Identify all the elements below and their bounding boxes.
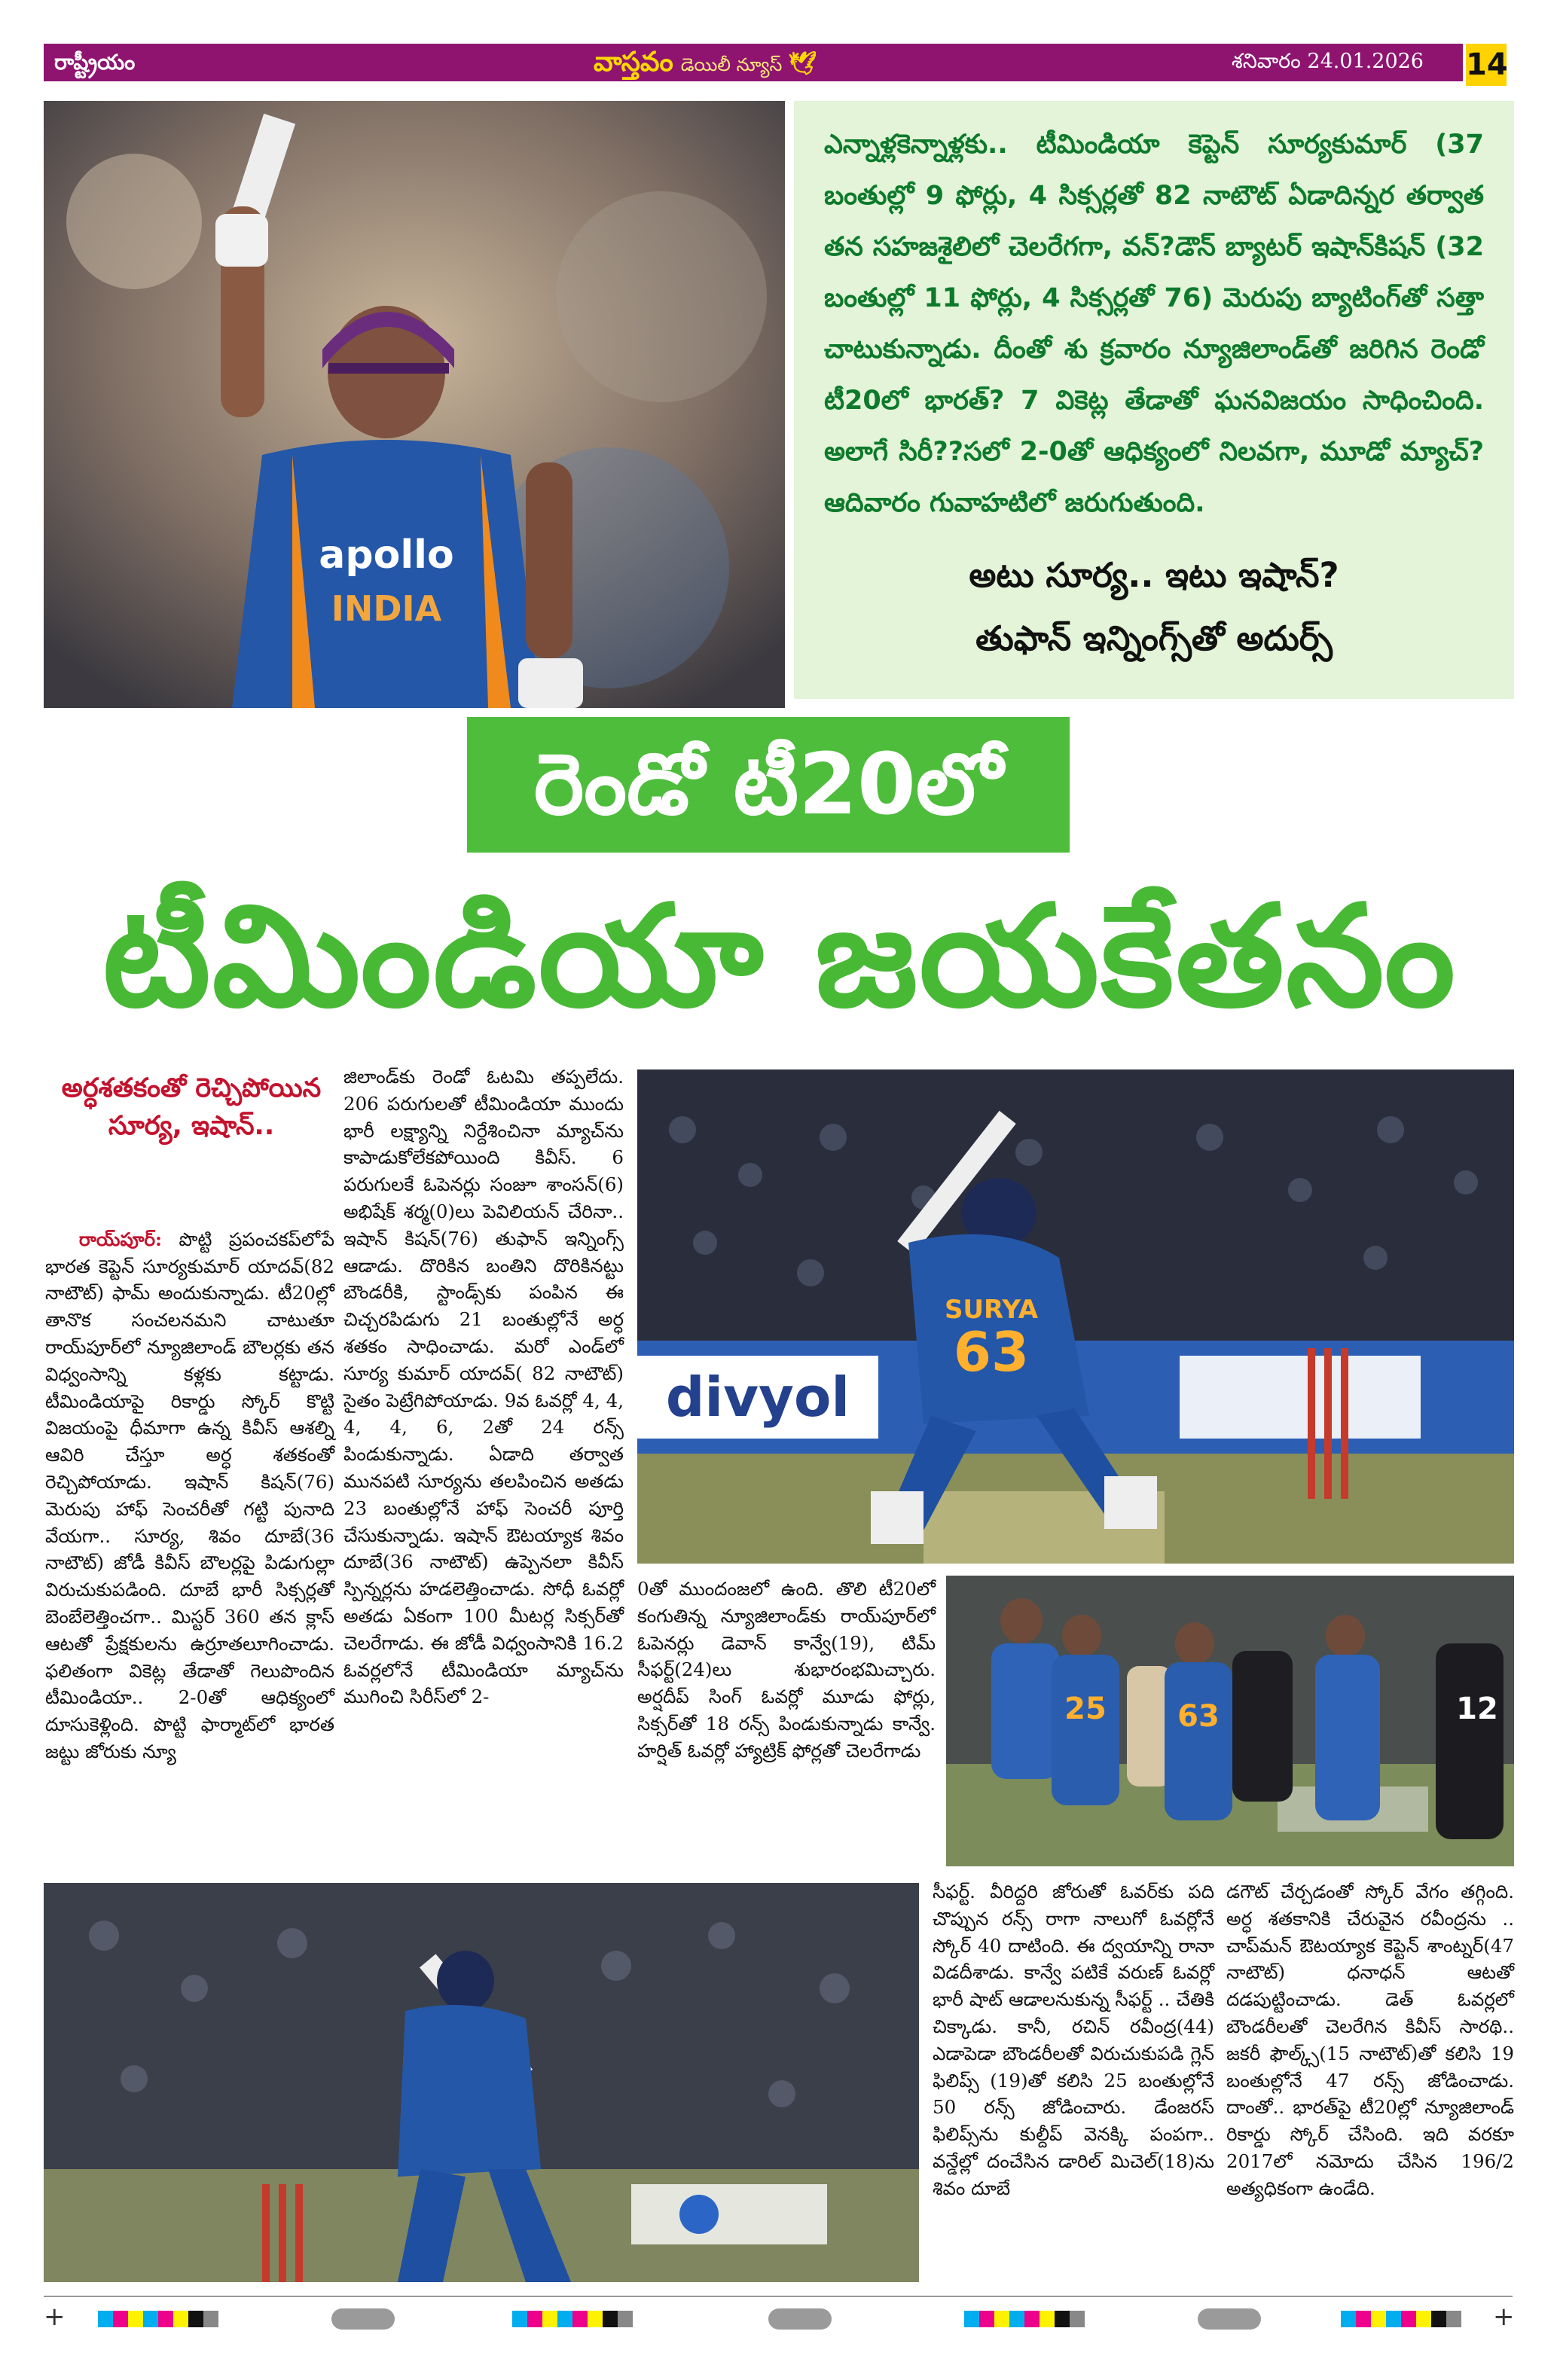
article-column-3: 0తో ముందంజలో ఉంది. తొలి టీ20లో కంగుతిన్న న్యూజిలాండ్‌కు రాయ్‌పూర్‌లో ఓపెనర్లు డెవాన్ కాన్వే(19), టిమ్ సీఫర్ట్(24)లు శుభారంభమిచ్చారు. అర్షదీప్ సింగ్ ఓవర్లో మూడు ఫోర్లు, సిక్సర్‌తో 18 రన్స్ పిండుకున్నాడు కాన్వే. హర్షిత్ ఓవర్లో హ్యాట్రిక్ ఫోర్లతో చెలరేగాడు: [637, 1578, 942, 1762]
headline-kicker: రెండో టీ20లో: [467, 717, 1070, 853]
sidebar-column: [45, 1199, 340, 1862]
intro-box: [794, 101, 1514, 699]
sidebar-body: పొట్టి ప్రపంచకప్‌లోపే భారత కెప్టెన్ సూర్యకుమార్ యాదవ్(82 నాటౌట్) ఫామ్ అందుకున్నాడు. టీ20ల్లో తానొక సంచలనమని చాటుతూ రాయ్‌పూర్‌లో న్యూజిలాండ్ బౌలర్లకు తన విధ్వంసాన్ని కళ్లకు కట్టాడు. టీమిండియాపై రికార్డు స్కోర్ కొట్టి విజయంపై ధీమాగా ఉన్న కివీస్ ఆశల్ని ఆవిరి చేస్తూ అర్ధ శతకంతో రెచ్చిపోయాడు. ఇషాన్ కిషన్(76) మెరుపు హాఫ్ సెంచరీతో గట్టి పునాది వేయగా.. సూర్య, శివం దూబే(36 నాటౌట్) జోడీ కివీస్ బౌలర్లపై పిడుగుల్లా విరుచుకుపడింది. దూబే భారీ సిక్సర్లతో బెంబేలెత్తించగా.. మిస్టర్ 360 తన క్లాస్ ఆటతో ప్రేక్షకులను ఉర్రూతలూగించాడు. ఫలితంగా వికెట్ల తేడాతో గెలుపొందిన టీమిండియా.. 2-0తో ఆధిక్యంలో దూసుకెళ్లింది. పొట్టి ఫార్మాట్‌లో భారత జట్టు జోరుకు న్యూ: [45, 1228, 340, 1762]
brand-name: వాస్తవం: [594, 47, 673, 78]
article-column-2: జిలాండ్‌కు రెండో ఓటమి తప్పలేదు. 206 పరుగులతో టీమిండియా ముందు భారీ లక్ష్యాన్ని నిర్దేశించినా మ్యాచ్‌ను కాపాడుకోలేకపోయింది కివీస్. 6 పరుగులకే ఓపెనర్లు సంజూ శాంసన్(6) అభిషేక్ శర్మ(0)లు పెవిలియన్ చేరినా.. ఇషాన్ కిషన్(76) తుఫాన్ ఇన్నింగ్స్ ఆడాడు. దొరికిన బంతిని దొరికినట్టు బౌండరీకి, స్టాండ్స్‌కు పంపిన ఈ చిచ్చరపిడుగు 21 బంతుల్లోనే అర్ధ శతకం సాధించాడు. మరో ఎండ్‌లో సూర్య కుమార్ యాదవ్( 82 నాటౌట్) సైతం పెట్రేగిపోయాడు. 9వ ఓవర్లో 4, 4, 4, 4, 6, 2తో 24 రన్స్ పిండుకున్నాడు. ఏడాది తర్వాత మునపటి సూర్యను తలపించిన అతడు 23 బంతుల్లోనే హాఫ్ సెంచరీ పూర్తి చేసుకున్నాడు. ఇషాన్ ఔటయ్యాక శివం దూబే(36 నాటౌట్) ఉప్పెనలా కివీస్ స్పిన్నర్లను హడలెత్తించాడు. సోధీ ఓవర్లో అతడు ఏకంగా 100 మీటర్ల సిక్సర్‌తో చెలరేగాడు. ఈ జోడీ విధ్వంసానికి 16.2 ఓవర్లలోనే టీమిండియా మ్యాచ్‌ను ముగించి సిరీస్‌లో 2-: [343, 1066, 630, 1708]
article-column-5: డగౌట్ చేర్చడంతో స్కోర్ వేగం తగ్గింది. అర్ధ శతకానికి చేరువైన రవీంద్రను .. చాప్‌మన్ ఔటయ్యాక కెప్టెన్ శాంట్నర్(47 నాటౌట్) ధనాధన్ ఆటతో దడపుట్టించాడు. డెత్ ఓవర్లలో బౌండరీలతో చెలరేగిన కివీస్ సారథి.. జకరీ ఫౌల్క్స్(15 నాటౌట్)తో కలిసి 19 బంతుల్లోనే 47 రన్స్ జోడించాడు. దాంతో.. భారత్‌పై టీ20ల్లో న్యూజిలాండ్ రికార్డు స్కోర్ చేసింది. ఇది వరకూ 2017లో నమోదు చేసిన 196/2 అత్యధికంగా ఉండేది.: [1226, 1881, 1520, 2199]
ad-board-text: divyol: [665, 1365, 850, 1429]
registration-pill-1: [331, 2308, 395, 2330]
shirt-sponsor-text: apollo: [319, 532, 454, 578]
batsman-drive-image: [44, 1883, 919, 2282]
intro-text: ఎన్నాళ్లకెన్నాళ్లకు.. టీమిండియా కెప్టెన్ సూర్యకుమార్ (37 బంతుల్లో 9 ఫోర్లు, 4 సిక్సర్లతో 82 నాటౌట్ ఏడాదిన్నర తర్వాత తన సహజశైలిలో చెలరేగగా, వన్?డౌన్ బ్యాటర్ ఇషాన్‌కిషన్ (32 బంతుల్లో 11 ఫోర్లు, 4 సిక్సర్లతో 76) మెరుపు బ్యాటింగ్‌తో సత్తా చాటుకున్నాడు. దీంతో శు క్రవారం న్యూజిలాండ్‌తో జరిగిన రెండో టీ20లో భారత్? 7 వికెట్ల తేడాతో ఘనవిజయం సాధించింది. అలాగే సిరీ??సలో 2-0తో ఆధిక్యంలో నిలవగా, మూడో మ్యాచ్? ఆదివారం గువాహటిలో జరుగుతుంది.: [824, 130, 1484, 518]
newspaper-brand: [594, 47, 817, 84]
brand-subtitle: డెయిలీ న్యూస్: [680, 54, 783, 75]
players-handshake-image: [946, 1576, 1514, 1866]
jersey-number: 63: [953, 1320, 1030, 1384]
color-bar-4: [1341, 2311, 1461, 2327]
sidebar-heading: అర్ధశతకంతో రెచ్చిపోయిన సూర్య, ఇషాన్..: [61, 1073, 322, 1141]
team-jersey-2: 63: [1177, 1699, 1220, 1734]
team-jersey-3: 12: [1456, 1692, 1498, 1726]
middle-photo: [637, 1069, 1514, 1564]
header-bar: [44, 44, 1463, 81]
page-number: 14: [1466, 44, 1507, 86]
article-column-4: సీఫర్ట్. వీరిద్దరి జోరుతో ఓవర్‌కు పది చొప్పున రన్స్ రాగా నాలుగో ఓవర్లోనే స్కోర్ 40 దాటింది. ఈ ద్వయాన్ని రానా విడదీశాడు. కాన్వే పటికే వరుణ్ ఓవర్లో భారీ షాట్ ఆడాలనుకున్న సీఫర్ట్ .. చేతికి చిక్కాడు. కానీ, రచిన్ రవీంద్ర(44) ఎడాపెడా బౌండరీలతో విరుచుకుపడి గ్లెన్ ఫిలిప్స్ (19)తో కలిసి 25 బంతుల్లోనే 50 రన్స్ జోడించారు. డేంజరస్ ఫిలిప్స్‌ను కుల్దీప్ వెనక్కి పంపగా.. వన్డేల్లో దంచేసిన డారిల్ మిచెల్(18)ను శివం దూబే: [933, 1881, 1220, 2199]
intro-subheading: [824, 544, 1484, 670]
batsman-shot-image: [637, 1069, 1514, 1564]
color-bar-1: [98, 2311, 218, 2327]
subheading-line-2: తుఫాన్ ఇన్నింగ్స్‌తో అదుర్స్: [975, 618, 1333, 658]
jersey-name: SURYA: [944, 1295, 1039, 1325]
footer-rule: [44, 2296, 1513, 2297]
shirt-team-text: INDIA: [331, 588, 442, 629]
team-jersey-1: 25: [1064, 1692, 1107, 1726]
top-photo: [44, 101, 785, 708]
bird-logo-icon: 🕊: [788, 50, 817, 77]
main-headline: టీమిండియా జయకేతనం: [102, 874, 1457, 1038]
bottom-photo: [44, 1883, 919, 2282]
team-photo: [946, 1576, 1514, 1866]
issue-date: శనివారం 24.01.2026: [1232, 50, 1424, 73]
registration-pill-3: [1198, 2308, 1261, 2330]
registration-mark-left: +: [44, 2302, 66, 2332]
color-bar-2: [512, 2311, 633, 2327]
subheading-line-1: అటు సూర్య.. ఇటు ఇషాన్?: [969, 555, 1339, 595]
section-label: రాష్ట్రీయం: [54, 50, 136, 75]
color-bar-3: [964, 2311, 1085, 2327]
registration-mark-right: +: [1493, 2302, 1515, 2332]
batsman-celebration-image: [44, 101, 785, 708]
dateline: రాయ్‌పూర్:: [78, 1228, 163, 1250]
registration-pill-2: [768, 2308, 832, 2330]
